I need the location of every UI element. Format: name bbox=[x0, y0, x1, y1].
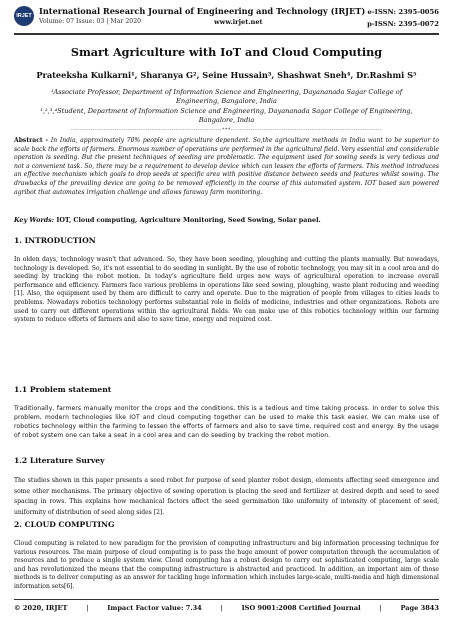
journal-header bbox=[14, 6, 439, 32]
keywords-text: IOT, Cloud computing, Agriculture Monitoring, Seed Sowing, Solar panel. bbox=[56, 216, 321, 224]
abstract-label: Abstract - bbox=[14, 137, 51, 144]
footer-separator: | bbox=[379, 604, 382, 612]
pissn: p-ISSN: 2395-0072 bbox=[367, 20, 439, 28]
page-footer bbox=[14, 604, 439, 612]
issn-block bbox=[367, 6, 439, 30]
heading-cloud-computing: 2. CLOUD COMPUTING bbox=[14, 520, 115, 529]
footer-separator: | bbox=[220, 604, 223, 612]
abstract bbox=[14, 137, 439, 197]
heading-problem-statement: 1.1 Problem statement bbox=[14, 385, 112, 394]
journal-title: International Research Journal of Engineering and Technology (IRJET) bbox=[39, 6, 366, 16]
paper-authors: Prateeksha Kulkarni¹, Sharanya G², Seine Hussain³, Shashwat Sneh⁴, Dr.Rashmi S⁵ bbox=[36, 70, 417, 80]
affiliation-2: ¹,²,³,⁴Student, Department of Information Science and Engineering, Dayananada Sagar College of Engineering, Bangalore, India bbox=[40, 107, 413, 124]
heading-literature-survey: 1.2 Literature Survey bbox=[14, 456, 105, 465]
keywords-label: Key Words: bbox=[14, 216, 57, 224]
affiliation-1: ¹Associate Professor, Department of Information Science and Engineering, Dayananada Sagar College of Engineering, Bangalore, India bbox=[50, 88, 403, 105]
keywords bbox=[14, 216, 439, 224]
journal-volume: Volume: 07 Issue: 03 | Mar 2020 bbox=[39, 18, 142, 25]
logo-text: IRJET bbox=[16, 13, 32, 19]
abstract-text: In India, approximately 70% people are agriculture dependent. So,the agriculture methods in India want to be superior to scale back the efforts of farmers. Enormous number of operations are performed in the agricultural field. Very essential and considerable operation is seeding. But the present techniques of seeding are problematic. The equipment used for sowing seeds is very tedious and not a convenient task. So, there may be a requirement to develop device which can lessen the efforts of farmers. This method introduces an effective mechanism which goals to drop seeds at specific area with positive distance between seeds and features whilst sowing. The drawbacks of the prevailing device are going to be removed efficiently in the course of this automated system. IOT based sun powered agribot that automates irrigation challenge and allows faraway farm monitoring. bbox=[14, 137, 439, 196]
paragraph-cloud-computing: Cloud computing is related to new paradigm for the provision of computing infrastructure and big information processing technique for various resources. The main purpose of cloud computing is to pass the huge amount of power computation through the accumulation of resources and to produce a single system view. Cloud computing has a robust design to carry out sophisticated computing, large scale and has revolutionized the means that the computing infrastructure is abstracted and practiced. In addition, an important aim of those methods is to deliver computing as an answer for tackling huge information which includes large-scale, multi-media and high dimensional information sets[6]. bbox=[14, 540, 439, 590]
footer-impact-factor: Impact Factor value: 7.34 bbox=[107, 604, 202, 612]
journal-logo bbox=[14, 6, 34, 26]
footer-copyright: © 2020, IRJET bbox=[14, 604, 68, 612]
footer-iso: ISO 9001:2008 Certified Journal bbox=[241, 604, 361, 612]
paper-title: Smart Agriculture with IoT and Cloud Computing bbox=[70, 45, 383, 59]
heading-introduction: 1. INTRODUCTION bbox=[14, 236, 96, 245]
footer-divider bbox=[14, 599, 439, 600]
section-separator: ---------------------------------------------------------------------***--------------------------------------------------------------------- bbox=[70, 127, 383, 133]
journal-url[interactable]: www.irjet.net bbox=[214, 18, 263, 26]
header-divider bbox=[14, 33, 439, 35]
footer-page-number: Page 3843 bbox=[400, 604, 439, 612]
paragraph-problem-statement: Traditionally, farmers manually monitor the crops and the conditions, this is a tedious and time taking process. In order to solve this problem, modern technologies like IOT and cloud computing together can be used to make this task easier. We can make use of robotics technology within the farming to lessen the efforts of farmers and also to save time, required cost and energy. By the usage of robot system one can take a seat in a cool area and can do seeding by tracking the robot motion. bbox=[14, 405, 439, 439]
paragraph-literature-survey: The studies shown in this paper presents a seed robot for purpose of seed planter robot design, elements affecting seed emergence and some other mechanisms. The primary objective of sowing operation is placing the seed and fertilizer at desired depth and seed to seed spacing in rows. This explains how mechanical factors affect the seed germination like uniformity of intensity of placement of seed, uniformity of distribution of seed along sides [2]. bbox=[14, 477, 439, 516]
footer-separator: | bbox=[86, 604, 89, 612]
paragraph-introduction: In olden days, technology wasn't that advanced. So, they have been seeding, ploughing and cutting the plants manually. But nowadays, technology is developed. So, it's not essential to do seeding in sunlight. By the use of robotic technology, you may sit in a cool area and do seeding by tracking the robot motion. In today's agriculture field urges new ways of agricultural operation to increase overall performance and efficiency. Farmers face various problems in operations like seed sowing, ploughing, waste plant reducing and weeding [1]. Also, the equipment used by them are difficult to carry and operate. Due to the migration of people from villages to cities leads to problems. Nowadays robotics technology performs substantial role in fields of medicine, industries and other organizations. Robots are used to carry out different operations within the agricultural fields. We can make use of this robotics technology within our farming system to reduce efforts of farmers and also to save time, energy and required cost. bbox=[14, 256, 439, 324]
eissn: e-ISSN: 2395-0056 bbox=[367, 8, 439, 16]
